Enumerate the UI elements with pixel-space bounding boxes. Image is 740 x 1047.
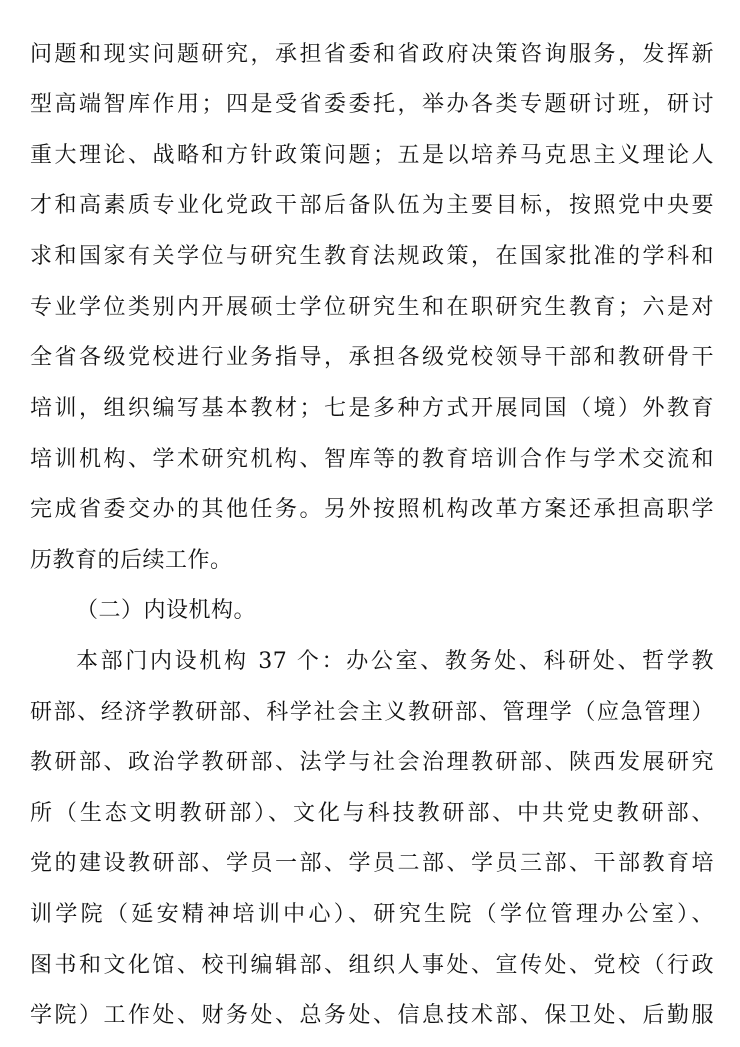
paragraph-line: 专业学位类别内开展硕士学位研究生和在职研究生教育；六是对 [30, 295, 714, 320]
paragraph-line: 培训机构、学术研究机构、智库等的教育培训合作与学术交流和 [30, 447, 714, 472]
paragraph-line: 训学院（延安精神培训中心）、研究生院（学位管理办公室）、 [30, 902, 714, 927]
paragraph-line: 所（生态文明教研部）、文化与科技教研部、中共党史教研部、 [30, 801, 714, 826]
paragraph-line: 本部门内设机构 37 个：办公室、教务处、科研处、哲学教 [76, 649, 714, 674]
paragraph-line: 重大理论、战略和方针政策问题；五是以培养马克思主义理论人 [30, 143, 714, 168]
paragraph-line: 培训，组织编写基本教材；七是多种方式开展同国（境）外教育 [30, 396, 714, 421]
paragraph-line: 求和国家有关学位与研究生教育法规政策，在国家批准的学科和 [30, 244, 714, 269]
paragraph-line: 学院）工作处、财务处、总务处、信息技术部、保卫处、后勤服 [30, 1003, 714, 1028]
paragraph-line: 完成省委交办的其他任务。另外按照机构改革方案还承担高职学 [30, 497, 714, 522]
paragraph-line: 研部、经济学教研部、科学社会主义教研部、管理学（应急管理） [30, 700, 714, 725]
paragraph-line: 历教育的后续工作。 [30, 548, 233, 573]
paragraph-line: 才和高素质专业化党政干部后备队伍为主要目标，按照党中央要 [30, 193, 714, 218]
section-heading: （二）内设机构。 [76, 598, 257, 623]
paragraph-line: 党的建设教研部、学员一部、学员二部、学员三部、干部教育培 [30, 851, 714, 876]
paragraph-line: 教研部、政治学教研部、法学与社会治理教研部、陕西发展研究 [30, 750, 714, 775]
paragraph-line: 型高端智库作用；四是受省委委托，举办各类专题研讨班，研讨 [30, 92, 714, 117]
paragraph-line: 图书和文化馆、校刊编辑部、组织人事处、宣传处、党校（行政 [30, 953, 714, 978]
paragraph-line: 全省各级党校进行业务指导，承担各级党校领导干部和教研骨干 [30, 345, 714, 370]
paragraph-line: 问题和现实问题研究，承担省委和省政府决策咨询服务，发挥新 [30, 42, 714, 67]
